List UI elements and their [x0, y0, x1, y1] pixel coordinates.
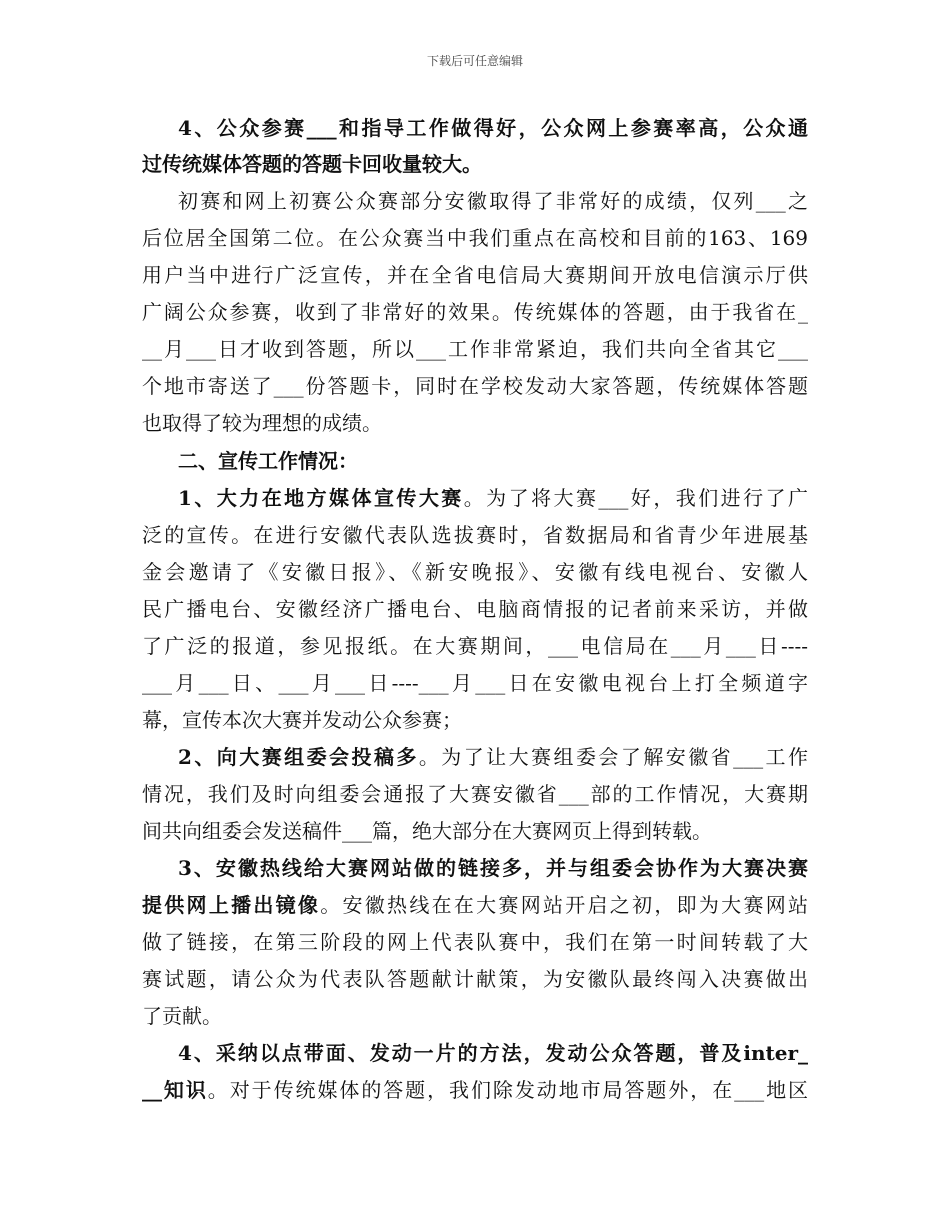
text-line: 民广播电台、安徽经济广播电台、电脑商情报的记者前来采访，并做	[142, 597, 808, 621]
text-line: 2、向大赛组委会投稿多。为了让大赛组委会了解安徽省___工作	[178, 745, 808, 769]
text-line: 提供网上播出镜像。安徽热线在在大赛网站开启之初，即为大赛网站	[142, 893, 808, 917]
text-line: 过传统媒体答题的答题卡回收量较大。	[142, 152, 482, 176]
text-line: ___月___日、___月___日----___月___日在安徽电视台上打全频道字	[142, 671, 808, 695]
text-line: 用户当中进行广泛宣传，并在全省电信局大赛期间开放电信演示厅供	[142, 263, 808, 287]
text-line: __月___日才收到答题，所以___工作非常紧迫，我们共向全省其它___	[142, 337, 808, 361]
text-line: 了贡献。	[142, 1004, 222, 1028]
page-header: 下载后可任意编辑	[426, 54, 523, 68]
text-line: 也取得了较为理想的成绩。	[142, 411, 382, 435]
text-line: 赛试题，请公众为代表队答题献计献策，为安徽队最终闯入决赛做出	[142, 967, 808, 991]
text-line: 泛的宣传。在进行安徽代表队选拔赛时，省数据局和省青少年进展基	[142, 523, 808, 547]
text-line: 后位居全国第二位。在公众赛当中我们重点在高校和目前的163、169	[142, 226, 808, 250]
text-line: 了广泛的报道，参见报纸。在大赛期间，___电信局在___月___日----	[142, 634, 808, 658]
text-line: 初赛和网上初赛公众赛部分安徽取得了非常好的成绩，仅列___之	[178, 189, 808, 213]
section-heading: 二、宣传工作情况：	[178, 449, 358, 473]
text-line: 情况，我们及时向组委会通报了大赛安徽省___部的工作情况，大赛期	[142, 782, 808, 806]
text-line: 1、大力在地方媒体宣传大赛。为了将大赛___好，我们进行了广	[178, 486, 808, 510]
text-line: 个地市寄送了___份答题卡，同时在学校发动大家答题，传统媒体答题	[142, 374, 808, 398]
text-line: 金会邀请了《安徽日报》、《新安晚报》、安徽有线电视台、安徽人	[142, 560, 808, 584]
text-line: 广阔公众参赛，收到了非常好的效果。传统媒体的答题，由于我省在_	[142, 300, 808, 324]
text-line: 3、安徽热线给大赛网站做的链接多，并与组委会协作为大赛决赛	[178, 856, 808, 880]
text-line: 间共向组委会发送稿件___篇，绝大部分在大赛网页上得到转载。	[142, 819, 712, 843]
text-line: 4、采纳以点带面、发动一片的方法，发动公众答题，普及inter_	[178, 1041, 808, 1065]
text-line: 4、公众参赛___和指导工作做得好，公众网上参赛率高，公众通	[178, 116, 808, 140]
text-line: __知识。对于传统媒体的答题，我们除发动地市局答题外，在___地区	[142, 1078, 808, 1102]
text-line: 做了链接，在第三阶段的网上代表队赛中，我们在第一时间转载了大	[142, 930, 808, 954]
text-line: 幕，宣传本次大赛并发动公众参赛；	[142, 708, 462, 732]
